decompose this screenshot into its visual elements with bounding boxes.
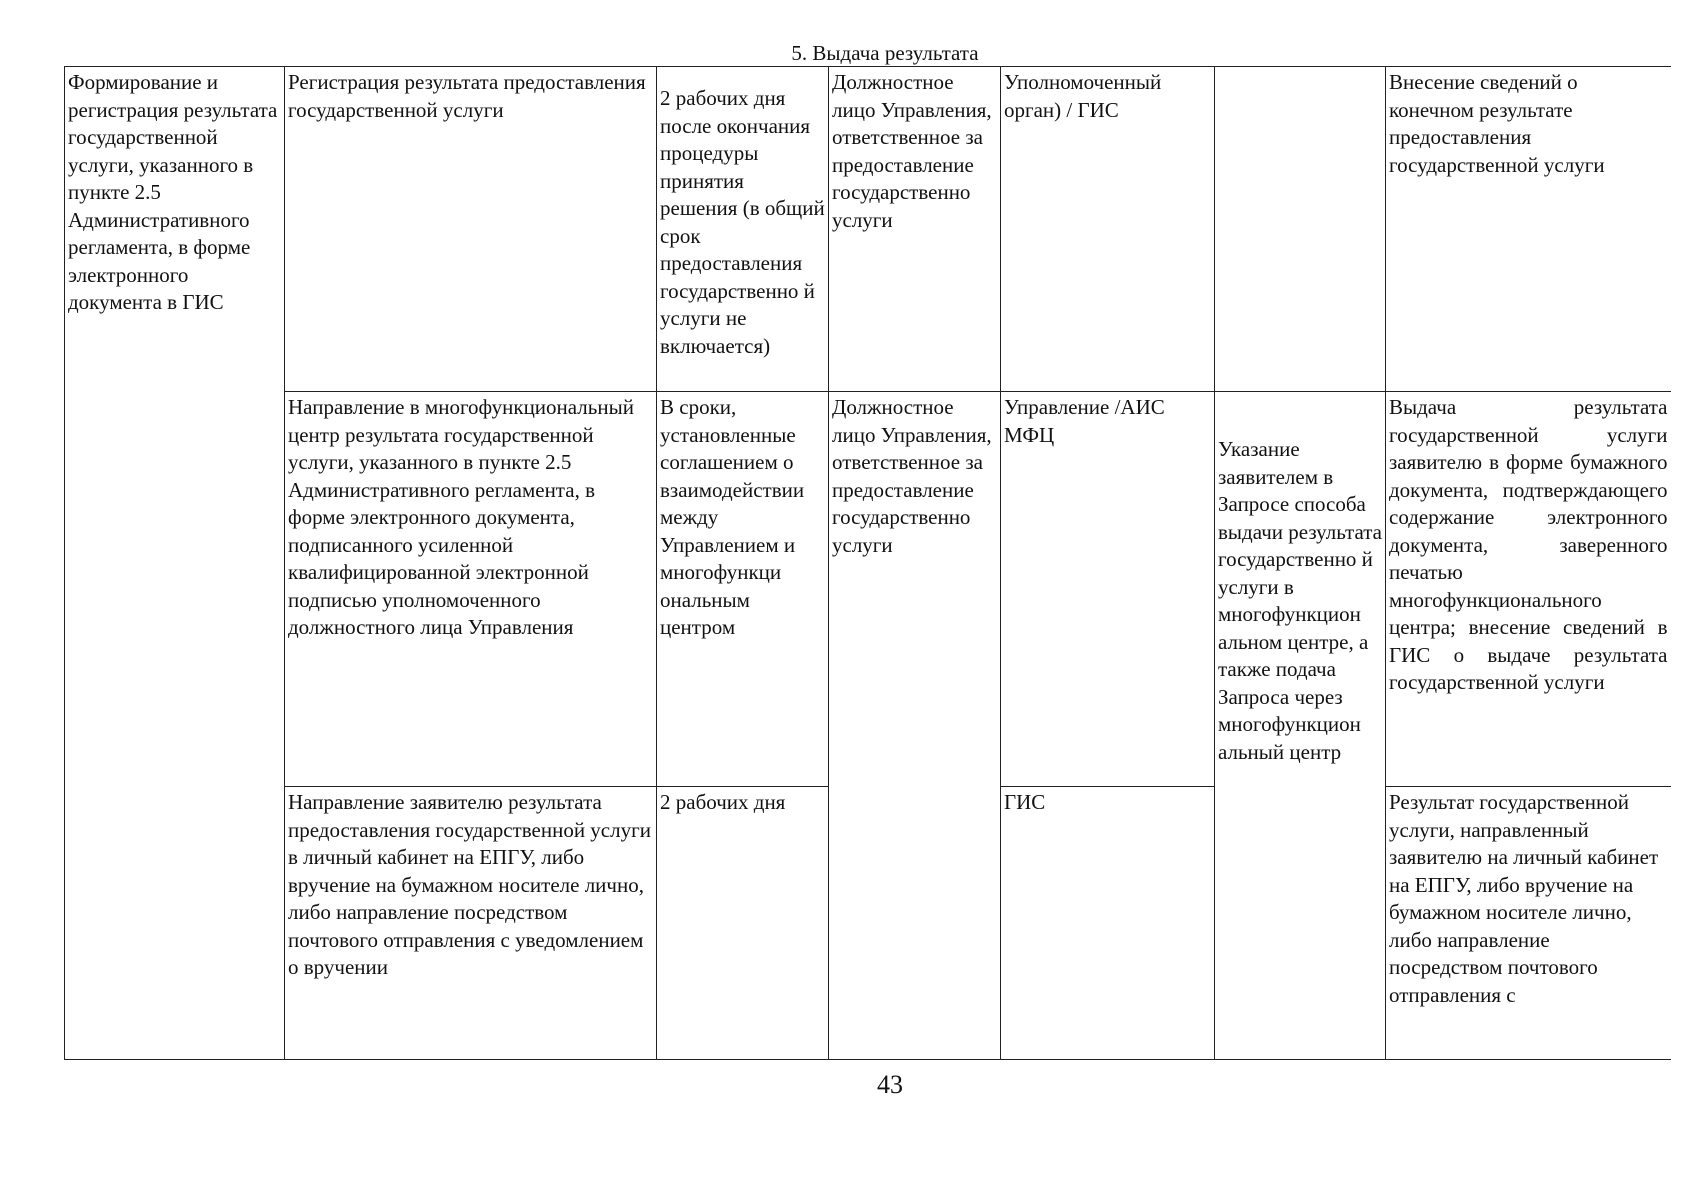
term-cell: 2 рабочих дня после окончания процедуры принятия решения (в общий срок предоставления государственно й услуги не включается) xyxy=(657,67,829,392)
result-cell: Результат государственной услуги, направленный заявителю на личный кабинет на ЕПГУ, либо вручение на бумажном носителе лично, либо направление посредством почтового отправления с xyxy=(1386,787,1671,1060)
place-cell: Уполномоченный орган) / ГИС xyxy=(1001,67,1215,392)
section-title: 5. Выдача результата xyxy=(791,41,979,65)
procedure-cell: Регистрация результата предоставления государственной услуги xyxy=(285,67,657,392)
term-cell: В сроки, установленные соглашением о взаимодействии между Управлением и многофункци ональным центром xyxy=(657,392,829,787)
result-cell: Внесение сведений о конечном результате предоставления государственной услуги xyxy=(1386,67,1671,392)
result-cell: Выдача результата государственной услуги заявителю в форме бумажного документа, подтверждающего содержание электронного документа, заверенного печатью многофункционального центра; внесение сведений в ГИС о выдаче результата государственной услуги xyxy=(1386,392,1671,787)
page-number: 43 xyxy=(877,1070,903,1099)
place-cell: Управление /АИС МФЦ xyxy=(1001,392,1215,787)
table-row xyxy=(65,392,1671,787)
criteria-cell xyxy=(1215,67,1386,392)
table-row xyxy=(65,67,1671,392)
procedure-cell: Направление заявителю результата предоставления государственной услуги в личный кабинет на ЕПГУ, либо вручение на бумажном носителе лично, либо направление посредством почтового отправления с уведомлением о вручении xyxy=(285,787,657,1060)
term-cell: 2 рабочих дня xyxy=(657,787,829,1060)
action-cell: Формирование и регистрация результата государственной услуги, указанного в пункте 2.5 Административного регламента, в форме электронного документа в ГИС xyxy=(65,67,285,1060)
official-cell: Должностное лицо Управления, ответственное за предоставление государственно услуги xyxy=(829,67,1001,392)
procedure-table xyxy=(64,66,1671,1060)
criteria-cell: Указание заявителем в Запросе способа выдачи результата государственно й услуги в многофункцион альном центре, а также подача Запроса через многофункцион альный центр xyxy=(1215,392,1386,1060)
procedure-cell: Направление в многофункциональный центр результата государственной услуги, указанного в пункте 2.5 Административного регламента, в форме электронного документа, подписанного усиленной квалифицированной электронной подписью уполномоченного должностного лица Управления xyxy=(285,392,657,787)
official-cell: Должностное лицо Управления, ответственное за предоставление государственно услуги xyxy=(829,392,1001,1060)
place-cell: ГИС xyxy=(1001,787,1215,1060)
